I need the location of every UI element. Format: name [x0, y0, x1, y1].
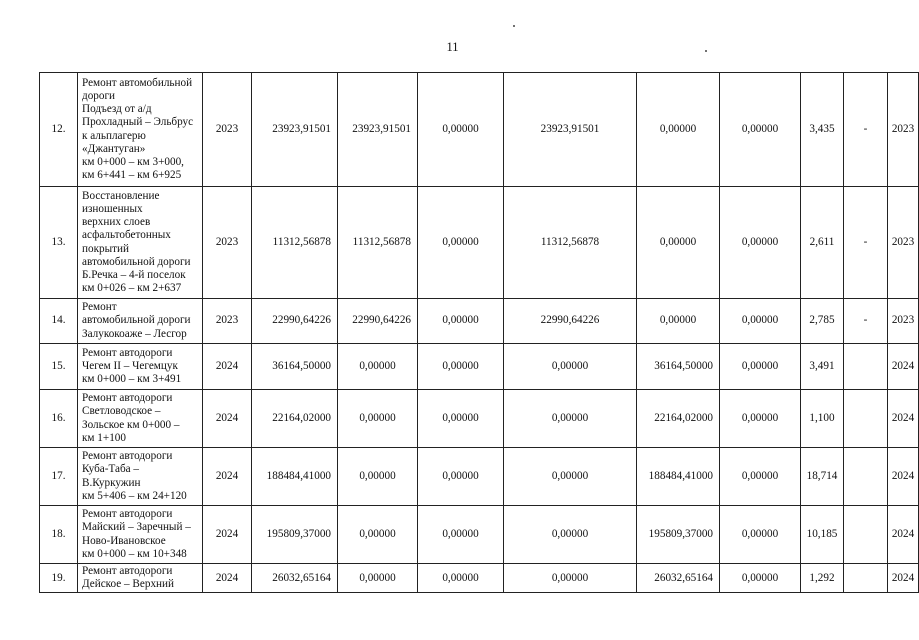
amount-cell: 0,00000: [637, 73, 720, 187]
scan-speck: [705, 50, 707, 52]
amount-cell: 23923,91501: [338, 73, 418, 187]
amount-cell: 0,00000: [418, 564, 504, 593]
amount-cell: 0,00000: [504, 564, 637, 593]
object-name-cell: [78, 506, 203, 564]
object-name-line: автомобильной дороги: [82, 314, 191, 327]
object-name-line: к альплагерю: [82, 129, 146, 142]
amount-cell: 0,00000: [418, 390, 504, 448]
row-number-cell: 12.: [40, 73, 78, 187]
object-name-line: дороги: [82, 89, 116, 102]
amount-cell: 0,00000: [720, 390, 801, 448]
object-name-line: Ремонт автодороги: [82, 346, 173, 359]
amount-cell: 195809,37000: [637, 506, 720, 564]
object-name-line: асфальтобетонных: [82, 229, 171, 242]
object-name-line: Подъезд от а/д: [82, 103, 152, 116]
object-name-line: покрытий: [82, 242, 129, 255]
amount-cell: 0,00000: [720, 448, 801, 506]
object-name-line: км 0+000 – км 10+348: [82, 547, 187, 560]
year-cell: 2024: [203, 564, 252, 593]
total-amount-cell: 11312,56878: [252, 187, 338, 299]
table-row: [40, 73, 919, 187]
total-amount-cell: 22990,64226: [252, 299, 338, 344]
mark-cell: -: [844, 187, 888, 299]
end-year-cell: 2024: [888, 448, 919, 506]
amount-cell: 0,00000: [338, 390, 418, 448]
object-name-line: В.Куркужин: [82, 476, 141, 489]
total-amount-cell: 22164,02000: [252, 390, 338, 448]
object-name-line: км 1+100: [82, 431, 126, 444]
object-name-line: Ремонт автодороги: [82, 565, 173, 577]
amount-cell: 188484,41000: [637, 448, 720, 506]
table-row: [40, 506, 919, 564]
amount-cell: 0,00000: [504, 506, 637, 564]
end-year-cell: 2024: [888, 506, 919, 564]
table-row: [40, 344, 919, 390]
length-cell: 10,185: [801, 506, 844, 564]
table-row: [40, 299, 919, 344]
mark-cell: -: [844, 73, 888, 187]
year-cell: 2023: [203, 187, 252, 299]
amount-cell: 22990,64226: [338, 299, 418, 344]
amount-cell: 23923,91501: [504, 73, 637, 187]
road-repair-table: [39, 72, 919, 593]
amount-cell: 0,00000: [418, 448, 504, 506]
object-name-cell: [78, 390, 203, 448]
year-cell: 2024: [203, 390, 252, 448]
total-amount-cell: 195809,37000: [252, 506, 338, 564]
object-name-line: Дейское – Верхний: [82, 578, 175, 591]
length-cell: 2,785: [801, 299, 844, 344]
page-number: 11: [446, 40, 459, 54]
amount-cell: 0,00000: [504, 390, 637, 448]
object-name-cell: [78, 344, 203, 390]
length-cell: 1,100: [801, 390, 844, 448]
amount-cell: 0,00000: [720, 73, 801, 187]
total-amount-cell: 36164,50000: [252, 344, 338, 390]
total-amount-cell: 188484,41000: [252, 448, 338, 506]
total-amount-cell: 26032,65164: [252, 564, 338, 593]
row-number-cell: 13.: [40, 187, 78, 299]
object-name-cell: [78, 299, 203, 344]
amount-cell: 0,00000: [637, 299, 720, 344]
year-cell: 2024: [203, 448, 252, 506]
row-number-cell: 15.: [40, 344, 78, 390]
end-year-cell: 2024: [888, 564, 919, 593]
mark-cell: [844, 344, 888, 390]
table-row: [40, 564, 919, 593]
object-name-cell: [78, 448, 203, 506]
amount-cell: 36164,50000: [637, 344, 720, 390]
object-name-line: Куба-Таба –: [82, 463, 140, 476]
amount-cell: 0,00000: [720, 564, 801, 593]
table-row: [40, 187, 919, 299]
year-cell: 2024: [203, 506, 252, 564]
end-year-cell: 2023: [888, 299, 919, 344]
object-name-line: автомобильной дороги: [82, 255, 191, 268]
object-name-line: км 6+441 – км 6+925: [82, 169, 182, 182]
amount-cell: 0,00000: [504, 344, 637, 390]
end-year-cell: 2024: [888, 390, 919, 448]
year-cell: 2024: [203, 344, 252, 390]
year-cell: 2023: [203, 299, 252, 344]
amount-cell: 0,00000: [418, 73, 504, 187]
object-name-line: Чегем II – Чегемцук: [82, 359, 178, 372]
amount-cell: 0,00000: [418, 299, 504, 344]
row-number-cell: 19.: [40, 564, 78, 593]
object-name-line: Залукокоаже – Лесгор: [82, 327, 187, 340]
object-name-line: Б.Речка – 4-й поселок: [82, 268, 186, 281]
object-name-line: Ремонт автомобильной: [82, 76, 193, 89]
row-number-cell: 14.: [40, 299, 78, 344]
year-cell: 2023: [203, 73, 252, 187]
object-name-line: Ремонт: [82, 301, 117, 314]
object-name-line: км 0+000 – км 3+000,: [82, 155, 184, 168]
object-name-line: Зольское км 0+000 –: [82, 418, 180, 431]
amount-cell: 0,00000: [504, 448, 637, 506]
end-year-cell: 2023: [888, 73, 919, 187]
amount-cell: 0,00000: [418, 187, 504, 299]
object-name-cell: [78, 187, 203, 299]
scan-speck: [513, 25, 515, 27]
row-number-cell: 18.: [40, 506, 78, 564]
amount-cell: 0,00000: [418, 344, 504, 390]
object-name-line: верхних слоев: [82, 216, 151, 229]
table-row: [40, 390, 919, 448]
object-name-cell: [78, 564, 203, 593]
object-name-line: км 0+026 – км 2+637: [82, 282, 182, 295]
amount-cell: 0,00000: [637, 187, 720, 299]
row-number-cell: 16.: [40, 390, 78, 448]
amount-cell: 0,00000: [338, 448, 418, 506]
object-name-line: Прохладный – Эльбрус: [82, 116, 194, 129]
end-year-cell: 2023: [888, 187, 919, 299]
amount-cell: 11312,56878: [338, 187, 418, 299]
object-name-line: км 0+000 – км 3+491: [82, 373, 182, 386]
object-name-line: Светловодское –: [82, 405, 161, 418]
amount-cell: 0,00000: [338, 564, 418, 593]
amount-cell: 26032,65164: [637, 564, 720, 593]
amount-cell: 0,00000: [338, 506, 418, 564]
object-name-line: Ремонт автодороги: [82, 392, 173, 405]
amount-cell: 0,00000: [720, 187, 801, 299]
amount-cell: 22164,02000: [637, 390, 720, 448]
object-name-line: Майский – Заречный –: [82, 521, 191, 534]
object-name-line: Ново-Ивановское: [82, 534, 166, 547]
object-name-line: Ремонт автодороги: [82, 508, 173, 521]
amount-cell: 0,00000: [720, 344, 801, 390]
amount-cell: 0,00000: [418, 506, 504, 564]
mark-cell: -: [844, 299, 888, 344]
amount-cell: 0,00000: [720, 506, 801, 564]
object-name-line: Ремонт автодороги: [82, 450, 173, 463]
object-name-line: изношенных: [82, 202, 143, 215]
end-year-cell: 2024: [888, 344, 919, 390]
mark-cell: [844, 506, 888, 564]
length-cell: 18,714: [801, 448, 844, 506]
length-cell: 3,491: [801, 344, 844, 390]
object-name-line: «Джантуган»: [82, 142, 146, 155]
mark-cell: [844, 564, 888, 593]
amount-cell: 0,00000: [338, 344, 418, 390]
length-cell: 2,611: [801, 187, 844, 299]
mark-cell: [844, 448, 888, 506]
row-number-cell: 17.: [40, 448, 78, 506]
amount-cell: 11312,56878: [504, 187, 637, 299]
mark-cell: [844, 390, 888, 448]
total-amount-cell: 23923,91501: [252, 73, 338, 187]
amount-cell: 0,00000: [720, 299, 801, 344]
table-row: [40, 448, 919, 506]
object-name-line: Восстановление: [82, 189, 160, 202]
object-name-line: км 5+406 – км 24+120: [82, 489, 187, 502]
length-cell: 1,292: [801, 564, 844, 593]
object-name-cell: [78, 73, 203, 187]
length-cell: 3,435: [801, 73, 844, 187]
amount-cell: 22990,64226: [504, 299, 637, 344]
